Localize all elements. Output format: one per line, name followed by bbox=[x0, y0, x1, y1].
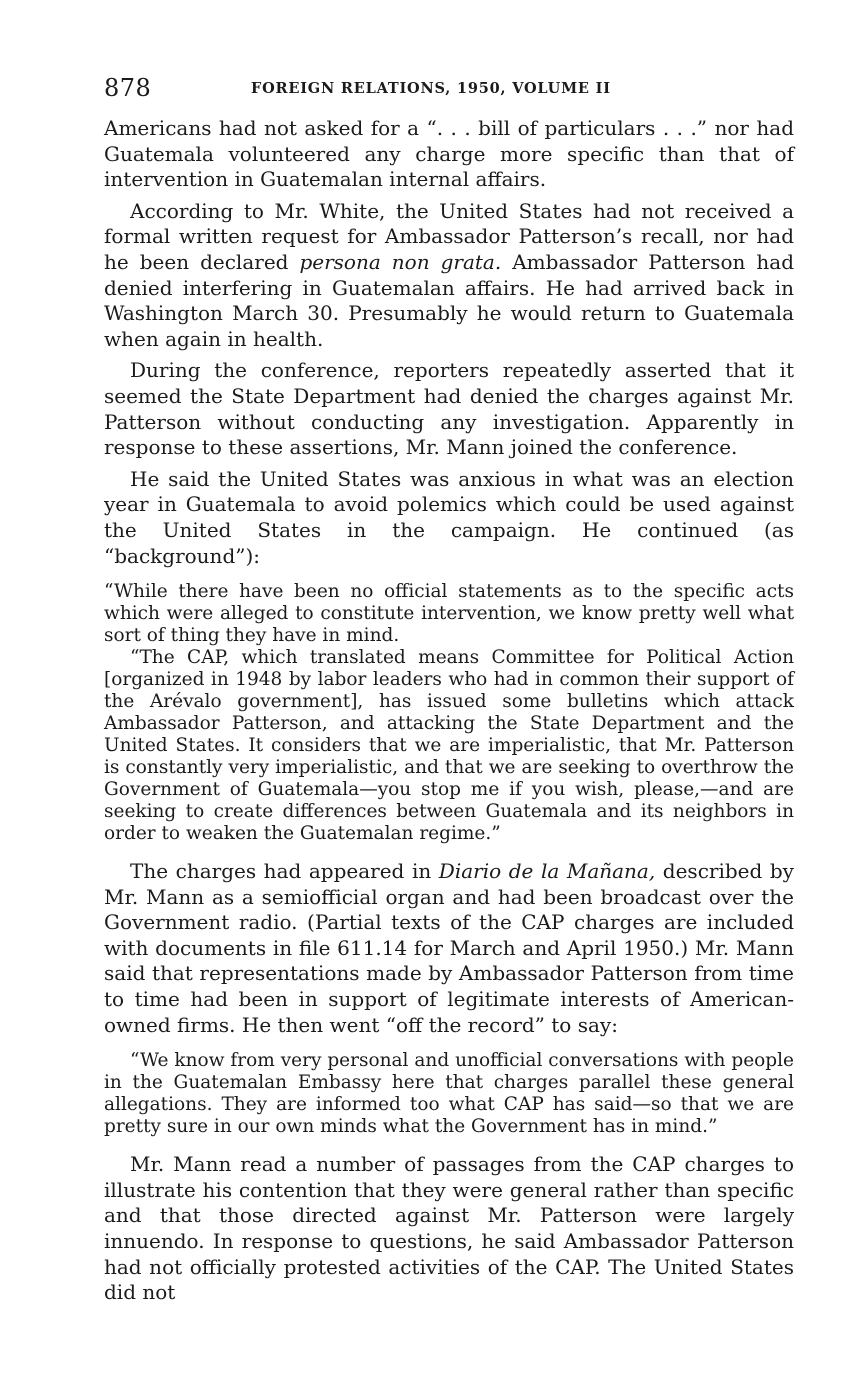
running-head bbox=[104, 74, 794, 104]
document-page bbox=[104, 74, 794, 1306]
paragraph-text: Ambassador Patterson had denied interfering in Guatemalan affairs. He had arrived back in Washington March 30. Presumably he would return to Guatemala when again in health. bbox=[104, 249, 794, 351]
page-number: 878 bbox=[104, 74, 152, 102]
quote-paragraph: “The CAP, which translated means Committee for Political Action [organized in 1948 by labor leaders who had in common their support of the Arévalo government], has issued some bulletins which attack Ambassador Patterson, and attacking the State Department and the United States. It considers that we are imperialistic, that Mr. Patterson is constantly very imperialistic, and that we are seeking to overthrow the Government of Guatemala—you stop me if you wish, please,—and are seeking to create differences between Guatemala and its neighbors in order to weaken the Guatemalan regime.” bbox=[104, 647, 794, 845]
paragraph-passages: Mr. Mann read a number of passages from the CAP charges to illustrate his contention that they were general rather than specific and that those directed against Mr. Patterson were largely innuendo. In response to questions, he said Ambassador Patterson had not officially protested activities of the CAP. The United States did not bbox=[104, 1152, 794, 1305]
paragraph-charges bbox=[104, 859, 794, 1038]
paragraph-conference: During the conference, reporters repeatedly asserted that it seemed the State Department had denied the charges against Mr. Patterson without conducting any investigation. Apparently in response to these assertions, Mr. Mann joined the conference. bbox=[104, 358, 794, 460]
paragraph-white-statement bbox=[104, 199, 794, 353]
quote-paragraph: “While there have been no official statements as to the specific acts which were alleged to constitute intervention, we know pretty well what sort of thing they have in mind. bbox=[104, 581, 794, 647]
quote-paragraph: “We know from very personal and unofficial conversations with people in the Guatemalan Embassy here that charges parallel these general allegations. They are informed too what CAP has said—so that we are pretty sure in our own minds what the Government has in mind.” bbox=[104, 1050, 794, 1138]
running-title: FOREIGN RELATIONS, 1950, VOLUME II bbox=[251, 80, 611, 97]
paragraph-text: According to Mr. White, the United States had not received a formal written request for Ambassador Patterson’s recall, nor had he been declared bbox=[104, 198, 794, 274]
italic-phrase: persona non grata. bbox=[299, 249, 502, 274]
paragraph-text: described by Mr. Mann as a semiofficial organ and had been broadcast over the Government radio. (Partial texts of the CAP charges are included with documents in file 611.14 for March and April 1950.) Mr. Mann said that representations made by Ambassador Patterson from time to time had been in support of legitimate interests of American-owned firms. He then went “off the record” to say: bbox=[104, 859, 794, 1037]
paragraph-mann-background: He said the United States was anxious in what was an election year in Guatemala to avoid polemics which could be used against the United States in the campaign. He continued (as “background”): bbox=[104, 466, 794, 568]
paragraph-continued: Americans had not asked for a “. . . bill of particulars . . .” nor had Guatemala volunteered any charge more specific than that of intervention in Guatemalan internal affairs. bbox=[104, 116, 794, 192]
paragraph-text: The charges had appeared in bbox=[130, 859, 439, 884]
italic-phrase: Diario de la Mañana, bbox=[438, 859, 656, 884]
block-quote-background bbox=[104, 581, 794, 845]
block-quote-off-record bbox=[104, 1050, 794, 1138]
